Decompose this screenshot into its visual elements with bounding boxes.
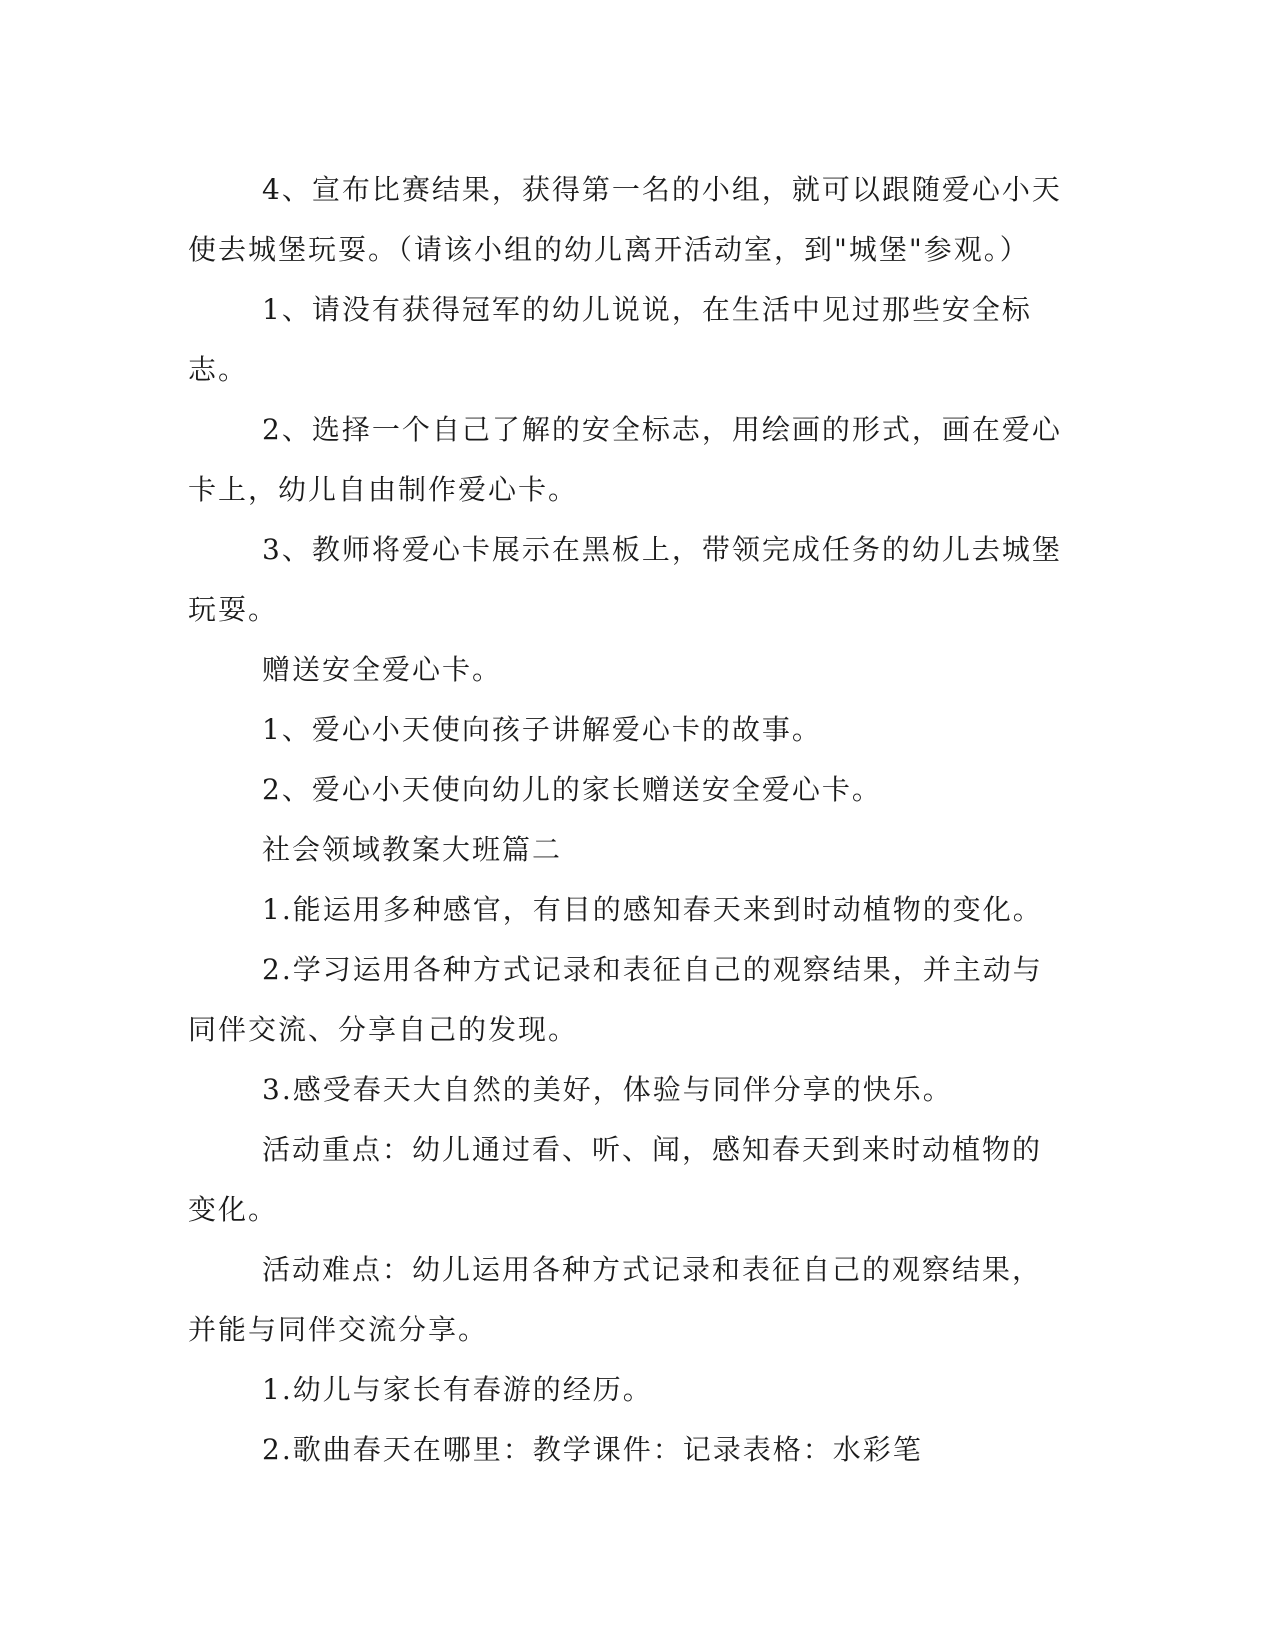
paragraph-goal-1: 1.能运用多种感官，有目的感知春天来到时动植物的变化。	[262, 893, 1043, 926]
paragraph-draw-love-card: 2、选择一个自己了解的安全标志，用绘画的形式，画在爱心卡上，幼儿自由制作爱心卡。	[188, 413, 1062, 506]
paragraph-difficulty: 活动难点：幼儿运用各种方式记录和表征自己的观察结果，并能与同伴交流分享。	[188, 1253, 1043, 1346]
paragraph-key-point: 活动重点：幼儿通过看、听、闻，感知春天到来时动植物的变化。	[188, 1133, 1043, 1226]
paragraph-ask-safety-signs: 1、请没有获得冠军的幼儿说说，在生活中见过那些安全标志。	[188, 293, 1032, 386]
paragraph-goal-2: 2.学习运用各种方式记录和表征自己的观察结果，并主动与同伴交流、分享自己的发现。	[188, 953, 1043, 1046]
paragraph-prep-2: 2.歌曲春天在哪里：教学课件：记录表格：水彩笔	[262, 1433, 923, 1466]
paragraph-gift-card-heading: 赠送安全爱心卡。	[262, 653, 503, 686]
paragraph-goal-3: 3.感受春天大自然的美好，体验与同伴分享的快乐。	[262, 1073, 953, 1106]
section-heading-part-two: 社会领域教案大班篇二	[262, 833, 563, 866]
paragraph-gift-to-parents: 2、爱心小天使向幼儿的家长赠送安全爱心卡。	[262, 773, 882, 806]
document-body	[188, 160, 1068, 1480]
paragraph-display-cards: 3、教师将爱心卡展示在黑板上，带领完成任务的幼儿去城堡玩耍。	[188, 533, 1062, 626]
paragraph-card-story: 1、爱心小天使向孩子讲解爱心卡的故事。	[262, 713, 822, 746]
paragraph-award-result: 4、宣布比赛结果，获得第一名的小组，就可以跟随爱心小天使去城堡玩耍。（请该小组的幼儿离开活动室，到"城堡"参观。）	[188, 173, 1062, 266]
paragraph-prep-1: 1.幼儿与家长有春游的经历。	[262, 1373, 653, 1406]
